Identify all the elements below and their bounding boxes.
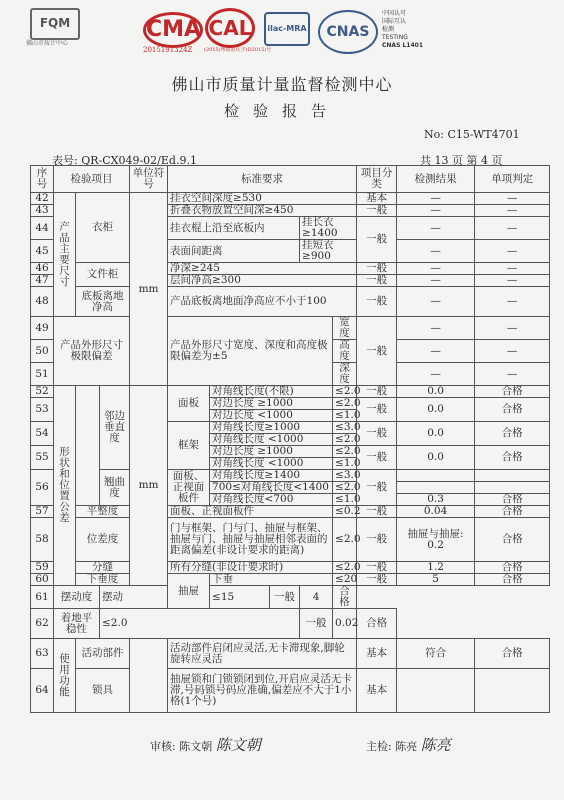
judgement bbox=[475, 470, 550, 482]
judgement: — bbox=[475, 363, 550, 386]
approver-signature-line bbox=[366, 734, 451, 755]
limit: ≤15 bbox=[210, 586, 270, 609]
result: 0.04 bbox=[397, 506, 475, 518]
item-name: 邻边垂直度 bbox=[100, 386, 130, 470]
item-name: 分缝 bbox=[76, 562, 130, 574]
row-number: 43 bbox=[31, 205, 54, 217]
result: 4 bbox=[300, 586, 333, 609]
judgement: 合格 bbox=[475, 518, 550, 562]
standard: 挂短衣≥900 bbox=[300, 240, 357, 263]
result: — bbox=[397, 317, 475, 340]
classification: 基本 bbox=[357, 193, 397, 205]
standard: 对角线长度(不限) bbox=[210, 386, 333, 398]
classification: 一般 bbox=[357, 470, 397, 506]
header-cell: 序号 bbox=[31, 166, 54, 193]
item-name: 文件柜 bbox=[76, 263, 130, 287]
result: — bbox=[397, 275, 475, 287]
limit: ≤2.0 bbox=[333, 386, 357, 398]
item-name: 摆动度 bbox=[54, 586, 100, 609]
result: — bbox=[397, 287, 475, 317]
judgement: 合格 bbox=[475, 398, 550, 422]
table-row bbox=[31, 470, 550, 482]
classification: 一般 bbox=[357, 287, 397, 317]
result: 符合 bbox=[397, 639, 475, 669]
classification: 一般 bbox=[270, 586, 300, 609]
result: 0.0 bbox=[397, 398, 475, 422]
judgement bbox=[475, 482, 550, 494]
limit: ≤2.0 bbox=[333, 562, 357, 574]
result: — bbox=[397, 340, 475, 363]
inspection-table bbox=[30, 165, 550, 713]
standard: 下垂 bbox=[210, 574, 333, 586]
classification: 一般 bbox=[357, 506, 397, 518]
row-number: 53 bbox=[31, 398, 54, 422]
item-name: 衣柜 bbox=[76, 193, 130, 263]
report-number: No: C15-WT4701 bbox=[424, 128, 520, 141]
row-number: 59 bbox=[31, 562, 54, 574]
row-number: 50 bbox=[31, 340, 54, 363]
judgement: — bbox=[475, 340, 550, 363]
classification: 一般 bbox=[357, 263, 397, 275]
classification: 一般 bbox=[357, 398, 397, 422]
row-number: 57 bbox=[31, 506, 54, 518]
standard: 700≤对角线长度<1400 bbox=[210, 482, 333, 494]
result: 0.0 bbox=[397, 446, 475, 470]
report-title: 检验报告 bbox=[223, 102, 340, 120]
result bbox=[397, 669, 475, 713]
group-spacer bbox=[76, 386, 100, 506]
limit: ≤1.0 bbox=[333, 494, 357, 506]
table-header-row bbox=[31, 166, 550, 193]
standard: 挂衣棍上沿至底板内 bbox=[168, 217, 300, 240]
item-name: 位差度 bbox=[76, 518, 130, 562]
result: 抽屉与抽屉: 0.2 bbox=[397, 518, 475, 562]
group-label: 产品主要尺寸 bbox=[54, 193, 76, 317]
standard: 对边长度 ≥1000 bbox=[210, 398, 333, 410]
result: — bbox=[397, 193, 475, 205]
classification: 一般 bbox=[357, 574, 397, 586]
dimension-label: 深度 bbox=[333, 363, 357, 386]
result: 0.0 bbox=[397, 386, 475, 398]
judgement: 合格 bbox=[475, 562, 550, 574]
standard: 表面间距离 bbox=[168, 240, 300, 263]
judgement: — bbox=[475, 263, 550, 275]
result: 0.02 bbox=[333, 609, 357, 639]
row-number: 48 bbox=[31, 287, 54, 317]
row-number: 58 bbox=[31, 518, 54, 562]
row-number: 60 bbox=[31, 574, 54, 586]
standard: 门与框架、门与门、抽屉与框架、抽屉与门、抽屉与抽屉相邻表面的距离偏差(非设计要求的距离) bbox=[168, 518, 333, 562]
item-name: 底板离地净高 bbox=[76, 287, 130, 317]
judgement: — bbox=[475, 275, 550, 287]
result: — bbox=[397, 363, 475, 386]
row-number: 52 bbox=[31, 386, 54, 398]
reviewer-signature: 陈文朝 bbox=[215, 736, 261, 754]
classification: 一般 bbox=[357, 386, 397, 398]
row-number: 54 bbox=[31, 422, 54, 446]
standard: 对角线长度≥1000 bbox=[210, 422, 333, 434]
judgement: — bbox=[475, 205, 550, 217]
row-number: 45 bbox=[31, 240, 54, 263]
group-label: 使用功能 bbox=[54, 639, 76, 713]
standard: 挂衣空间深度≥530 bbox=[168, 193, 357, 205]
standard: 层间净高≥300 bbox=[168, 275, 357, 287]
classification: 一般 bbox=[357, 217, 397, 263]
sub-part: 框架 bbox=[168, 422, 210, 470]
group-label: 形状和位置公差 bbox=[54, 386, 76, 586]
standard: 所有分缝(非设计要求时) bbox=[168, 562, 333, 574]
classification: 一般 bbox=[357, 446, 397, 470]
judgement: — bbox=[475, 217, 550, 240]
table-row bbox=[31, 669, 550, 713]
dimension-label: 宽度 bbox=[333, 317, 357, 340]
table-row bbox=[31, 193, 550, 205]
standard: 摆动 bbox=[100, 586, 210, 609]
approver-signature: 陈亮 bbox=[420, 736, 451, 754]
unit-symbol: mm bbox=[130, 193, 168, 386]
row-number: 46 bbox=[31, 263, 54, 275]
classification: 一般 bbox=[357, 275, 397, 287]
result: 0.3 bbox=[397, 494, 475, 506]
item-name: 平整度 bbox=[76, 506, 130, 518]
table-row bbox=[31, 586, 550, 609]
cal-logo: CAL bbox=[205, 8, 255, 48]
classification: 一般 bbox=[300, 609, 333, 639]
table-row bbox=[31, 562, 550, 574]
fqm-caption: 佛山市质计中心 bbox=[26, 40, 69, 47]
row-number: 61 bbox=[31, 586, 54, 609]
table-row bbox=[31, 574, 550, 586]
result: — bbox=[397, 240, 475, 263]
ilac-mra-logo: ilac-MRA bbox=[264, 12, 310, 46]
cma-logo: CMA bbox=[143, 12, 203, 48]
limit: ≤0.2 bbox=[333, 506, 357, 518]
row-number: 62 bbox=[31, 609, 54, 639]
judgement bbox=[475, 669, 550, 713]
judgement: — bbox=[475, 317, 550, 340]
judgement: 合格 bbox=[475, 446, 550, 470]
standard: 对角线长度 <1000 bbox=[210, 434, 333, 446]
row-number: 42 bbox=[31, 193, 54, 205]
judgement: — bbox=[475, 240, 550, 263]
result: — bbox=[397, 263, 475, 275]
form-number: 表号: QR-CX049-02/Ed.9.1 bbox=[52, 154, 197, 167]
result: 0.0 bbox=[397, 422, 475, 446]
result: 5 bbox=[397, 574, 475, 586]
table-row bbox=[31, 317, 550, 340]
classification: 一般 bbox=[357, 422, 397, 446]
standard: 产品底板离地面净高应不小于100 bbox=[168, 287, 357, 317]
classification: 一般 bbox=[357, 518, 397, 562]
organization-name: 佛山市质量计量监督检测中心 bbox=[171, 75, 393, 94]
cma-number: 2015191324Z bbox=[143, 46, 193, 54]
item-name: 翘曲度 bbox=[100, 470, 130, 506]
table-row bbox=[31, 639, 550, 669]
classification: 基本 bbox=[357, 669, 397, 713]
item-name: 锁具 bbox=[76, 669, 130, 713]
row-number: 47 bbox=[31, 275, 54, 287]
table-row bbox=[31, 287, 550, 317]
reviewer-label: 审核: 陈文朝 bbox=[150, 740, 213, 753]
standard: 折叠衣物放置空间深≥450 bbox=[168, 205, 357, 217]
judgement: 合格 bbox=[475, 574, 550, 586]
standard: 净深≥245 bbox=[168, 263, 357, 275]
standard: 面板、正视面板件 bbox=[168, 506, 333, 518]
result: — bbox=[397, 205, 475, 217]
result bbox=[397, 470, 475, 482]
classification: 一般 bbox=[357, 205, 397, 217]
table-row bbox=[31, 386, 550, 398]
cal-number: (2015)粤质监认字(D2015)号 bbox=[204, 47, 272, 53]
standard: 对角线长度 <1000 bbox=[210, 458, 333, 470]
page-info: 共 13 页 第 4 页 bbox=[420, 154, 503, 167]
classification: 一般 bbox=[357, 317, 397, 386]
item-name: 下垂度 bbox=[76, 574, 130, 586]
limit: ≤3.0 bbox=[333, 422, 357, 434]
dimension-label: 高度 bbox=[333, 340, 357, 363]
limit: ≤3.0 bbox=[333, 470, 357, 482]
table-row bbox=[31, 609, 550, 639]
approver-label: 主检: 陈亮 bbox=[366, 740, 418, 753]
limit: ≤2.0 bbox=[333, 482, 357, 494]
result: — bbox=[397, 217, 475, 240]
row-number: 51 bbox=[31, 363, 54, 386]
result bbox=[397, 482, 475, 494]
limit: ≤1.0 bbox=[333, 410, 357, 422]
sub-part: 面板、正视面板件 bbox=[168, 470, 210, 506]
header-cell: 项目分类 bbox=[357, 166, 397, 193]
sub-part: 抽屉 bbox=[168, 574, 210, 609]
standard: 对角线长度<700 bbox=[210, 494, 333, 506]
header-cell: 单位符号 bbox=[130, 166, 168, 193]
standard: 对边长度 ≥1000 bbox=[210, 446, 333, 458]
header-cell: 单项判定 bbox=[475, 166, 550, 193]
standard: 对边长度 <1000 bbox=[210, 410, 333, 422]
row-number: 55 bbox=[31, 446, 54, 470]
judgement: 合格 bbox=[357, 609, 397, 639]
judgement: 合格 bbox=[475, 386, 550, 398]
standard: 活动部件启闭应灵活,无卡滞现象,脚轮旋转应灵活 bbox=[168, 639, 357, 669]
standard: 抽屉锁和门锁锁闭到位,开启应灵活无卡滞,号码锁号码应准确,偏差应不大于1小格(1个号) bbox=[168, 669, 357, 713]
header-cell: 标准要求 bbox=[168, 166, 357, 193]
unit-symbol bbox=[130, 639, 168, 713]
judgement: 合格 bbox=[475, 639, 550, 669]
result: 1.2 bbox=[397, 562, 475, 574]
reviewer-signature-line bbox=[150, 734, 261, 755]
classification: 基本 bbox=[357, 639, 397, 669]
judgement: — bbox=[475, 193, 550, 205]
limit: ≤2.0 bbox=[333, 446, 357, 458]
row-number: 44 bbox=[31, 217, 54, 240]
standard: ≤2.0 bbox=[100, 609, 300, 639]
limit: ≤2.0 bbox=[333, 434, 357, 446]
judgement: 合格 bbox=[333, 586, 357, 609]
standard: 产品外形尺寸宽度、深度和高度极限偏差为±5 bbox=[168, 317, 333, 386]
limit: ≤2.0 bbox=[333, 518, 357, 562]
limit: ≤1.0 bbox=[333, 458, 357, 470]
judgement: 合格 bbox=[475, 494, 550, 506]
row-number: 64 bbox=[31, 669, 54, 713]
classification: 一般 bbox=[357, 562, 397, 574]
header-cell: 检验项目 bbox=[54, 166, 130, 193]
limit: ≤2.0 bbox=[333, 398, 357, 410]
row-number: 63 bbox=[31, 639, 54, 669]
table-row bbox=[31, 263, 550, 275]
item-name: 活动部件 bbox=[76, 639, 130, 669]
cnas-text: 中国认可 国际互认 检测 TESTING CNAS L1401 bbox=[382, 10, 424, 49]
header-cell: 检测结果 bbox=[397, 166, 475, 193]
sub-part: 面板 bbox=[168, 386, 210, 422]
row-number: 49 bbox=[31, 317, 54, 340]
row-number: 56 bbox=[31, 470, 54, 506]
standard: 对角线长度≥1400 bbox=[210, 470, 333, 482]
unit-symbol: mm bbox=[130, 386, 168, 586]
limit: ≤20 bbox=[333, 574, 357, 586]
judgement: 合格 bbox=[475, 506, 550, 518]
table-row bbox=[31, 506, 550, 518]
standard: 挂长衣≥1400 bbox=[300, 217, 357, 240]
cnas-logo: CNAS bbox=[318, 10, 378, 54]
judgement: — bbox=[475, 287, 550, 317]
fqm-logo: FQM bbox=[30, 8, 80, 40]
item-name: 产品外形尺寸极限偏差 bbox=[54, 317, 130, 386]
item-name: 着地平稳性 bbox=[54, 609, 100, 639]
judgement: 合格 bbox=[475, 422, 550, 446]
table-row bbox=[31, 518, 550, 562]
